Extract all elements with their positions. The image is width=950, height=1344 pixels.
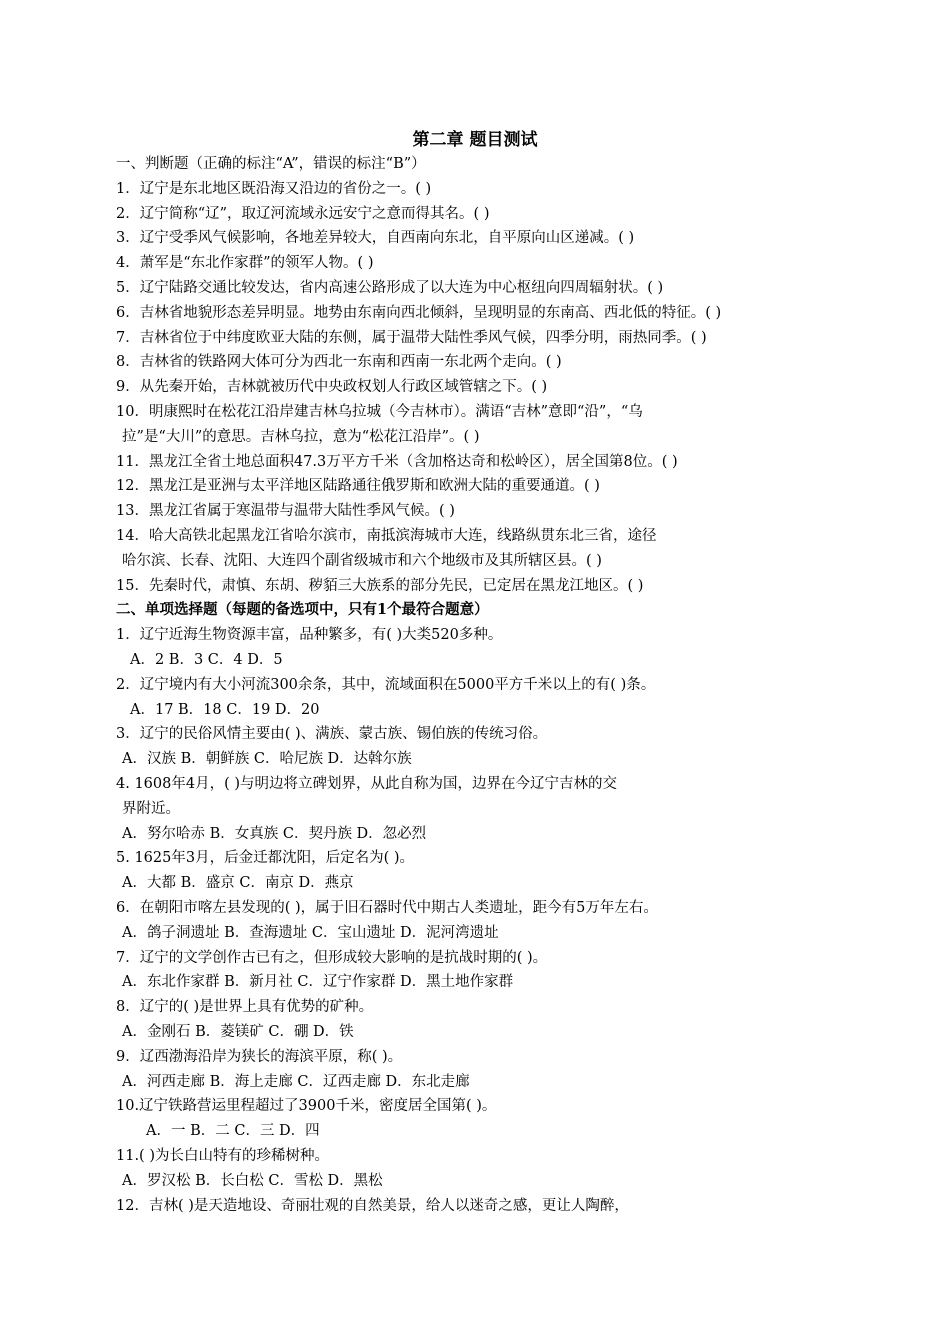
question-line: 7．吉林省位于中纬度欧亚大陆的东侧，属于温带大陆性季风气候，四季分明，雨热同季。( ) [116,329,707,346]
question-line: 8．吉林省的铁路网大体可分为西北一东南和西南一东北两个走向。( ) [116,354,562,371]
question-line: 14．哈大高铁北起黑龙江省哈尔滨市，南抵滨海城市大连，线路纵贯东北三省，途径 [116,528,657,544]
question-line: 3．辽宁受季风气候影响，各地差异较大，自西南向东北，自平原向山区递减。( ) [116,230,635,247]
question-line: 10.辽宁铁路营运里程超过了3900千米，密度居全国第( )。 [116,1098,497,1115]
section-heading: 二、单项选择题（每题的备选项中，只有1个最符合题意） [116,601,489,619]
answer-options: A．罗汉松 B．长白松 C．雪松 D．黑松 [122,1172,383,1189]
question-line: 6．吉林省地貌形态差异明显。地势由东南向西北倾斜，呈现明显的东南高、西北低的特征。( ) [116,304,722,321]
section-heading: 一、判断题（正确的标注“A”，错误的标注“B”） [116,156,426,172]
question-line: 4. 1608年4月，( )与明边将立碑划界，从此自称为国，边界在今辽宁吉林的交 [116,776,617,792]
question-line: 5. 1625年3月，后金迁都沈阳，后定名为( )。 [116,850,414,867]
question-line: 4．萧军是“东北作家群”的领军人物。( ) [116,255,374,272]
answer-options: A．2 B．3 C．4 D．5 [130,652,283,668]
answer-options: A．河西走廊 B．海上走廊 C．辽西走廊 D．东北走廊 [122,1073,470,1090]
question-line: 9．辽西渤海沿岸为狭长的海滨平原，称( )。 [116,1048,403,1065]
answer-options: A．努尔哈赤 B．女真族 C．契丹族 D．忽必烈 [122,825,427,842]
question-line: 1．辽宁是东北地区既沿海又沿边的省份之一。( ) [116,180,432,197]
question-line: 2．辽宁境内有大小河流300余条，其中，流域面积在5000平方千米以上的有( )条。 [116,676,656,693]
answer-options: A．一 B．二 C．三 D．四 [146,1123,320,1140]
question-line: 7．辽宁的文学创作古已有之，但形成较大影响的是抗战时期的( )。 [116,949,548,966]
question-line: 12．吉林( )是天造地设、奇丽壮观的自然美景，给人以迷奇之感，更让人陶醉， [116,1197,629,1214]
question-line: 5．辽宁陆路交通比较发达，省内高速公路形成了以大连为中心枢纽向四周辐射状。( ) [116,280,664,296]
answer-options: A．汉族 B．朝鲜族 C．哈尼族 D．达斡尔族 [122,751,412,768]
question-line: 11.( )为长白山特有的珍稀树种。 [116,1148,329,1164]
page-title: 第二章 题目测试 [412,130,538,150]
answer-options: A．鸽子洞遗址 B．查海遗址 C．宝山遗址 D．泥河湾遗址 [122,924,499,941]
answer-options: A．17 B．18 C．19 D．20 [130,701,320,718]
question-line: 9．从先秦开始，吉林就被历代中央政权划人行政区域管辖之下。( ) [116,379,548,396]
question-line: 3．辽宁的民俗风情主要由( )、满族、蒙古族、锡伯族的传统习俗。 [116,726,548,743]
question-line: 哈尔滨、长春、沈阳、大连四个副省级城市和六个地级市及其所辖区县。( ) [122,552,602,569]
question-line: 13．黑龙江省属于寒温带与温带大陆性季风气候。( ) [116,503,455,520]
answer-options: A．东北作家群 B．新月社 C．辽宁作家群 D．黑土地作家群 [122,974,514,991]
question-line: 界附近。 [122,800,180,817]
question-line: 2．辽宁简称“辽”，取辽河流域永远安宁之意而得其名。( ) [116,205,490,222]
question-line: 1．辽宁近海生物资源丰富，品种繁多，有( )大类520多种。 [116,627,503,644]
question-line: 15．先秦时代，肃慎、东胡、秽貊三大族系的部分先民，已定居在黑龙江地区。( ) [116,577,644,594]
question-line: 12．黑龙江是亚洲与太平洋地区陆路通往俄罗斯和欧洲大陆的重要通道。( ) [116,478,600,495]
question-line: 8．辽宁的( )是世界上具有优势的矿种。 [116,999,374,1016]
answer-options: A．大都 B．盛京 C．南京 D．燕京 [122,875,354,892]
question-line: 11．黑龙江全省土地总面积47.3万平方千米（含加格达奇和松岭区），居全国第8位。( ) [116,453,678,470]
question-line: 10．明康熙时在松花江沿岸建吉林乌拉城（今吉林市）。满语“吉林”意即“沿”，“乌 [116,404,643,420]
question-line: 拉”是“大川”的意思。吉林乌拉，意为“松花江沿岸”。( ) [122,428,480,445]
answer-options: A．金刚石 B．菱镁矿 C．硼 D．铁 [122,1024,354,1040]
question-line: 6．在朝阳市喀左县发现的( )，属于旧石器时代中期古人类遗址，距今有5万年左右。 [116,900,658,916]
